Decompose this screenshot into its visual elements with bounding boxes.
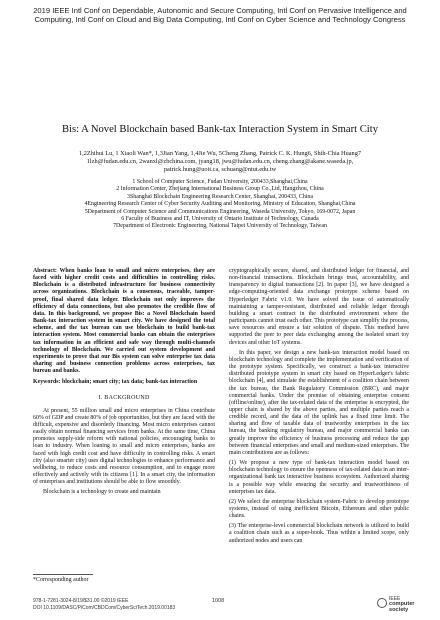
logo-text: IEEE	[389, 596, 401, 602]
contribution-item: (1) We propose a new type of bank-tax interaction model based on blockchain technology to ensure the openness of tax-related data in an inter-organizational bank tax interactive business ecosystem. Authorized sharing is a possible way while ensuring the security and trustworthiness of enterprises tax data.	[229, 460, 409, 495]
doi-line: DOI 10.1109/DASC/PiCom/CBDCom/CyberSciTech.2019.00183	[33, 604, 176, 611]
author-emails: patrick.hung@uoit.ca, schuang@ntut.edu.tw	[163, 166, 277, 173]
affiliation: 1 School of Computer Science, Fudan University, 200433,Shanghai,China	[132, 179, 308, 185]
affiliation: 4Engineering Research Center of Cyber Security Auditing and Monitoring, Ministry of Education, Shanghai,China	[84, 201, 356, 208]
keywords: Keywords: blockchain; smart city; tax data; bank-tax interaction	[33, 379, 198, 386]
page-number: 1008	[212, 598, 225, 604]
affiliation: 7Department of Electronic Engineering, National Taipei University of Technology, Taiwan	[113, 223, 327, 230]
conference-header	[20, 6, 420, 24]
contribution-item: (2) We select the enterprise blockchain system-Fabric to develop prototype systems, instead of using inefficient Bitcoin, Ethereum and other public chains.	[229, 498, 409, 520]
body-paragraph: cryptographically secure, shared, and distributed ledger for financial, and non-financial transactions. Blockchain brings trust, accountability, and transparency to digital transactions [2]. In paper [3], we have designed a edge-computing-oriented data exchange prototype scheme based on Hyperledger Fabric v1.0. We have solved the issue of automatically maintaining a tamper-resistant, distributed and reliable ledger through building a smart contract in the distributed environment where the participants cannot trust each other. This prototype can simplify the process, save resources and ensure a fair solution of dispute. This method have supported the peer to peer data exchanging among the isolated smart toy devices and other IoT systems.	[229, 268, 409, 346]
body-paragraph: In this paper, we design a new bank-tax interaction model based on blockchain technology and complete the implementation and verification of the prototype system. Specifically, we construct a bank-tax interactive distributed prototype system in smart city based on HyperLedger's fabric blockchain [4], and simulate the establishment of a coalition chain between the tax bureau, the Bank Regulatory Commission (BRC), and major commercial banks. Under the premise of obtaining enterprise consent (offline/online), after the tax-related data of the enterprise is encrypted, the upper chain is shared by the above parties, and multiple parties reach a credible record, and the data of the uplink has a fixed time limit. The sharing and flow of taxable data of trustworthy enterprises in the tax bureau, the banking regulatory bureau, and major commercial banks can greatly improve the efficiency of business processing and reduce the gap between financial enterprises and small and medium-sized enterprises. The main contributions are as follows:	[229, 349, 409, 456]
logo-text-line: computer	[389, 601, 415, 607]
author-names: 1,2Zhihui Lu, 1 Xiaoli Wan*, 1,3Jian Yang, 1,4Jie Wu, 5Cheng Zhang, Patrick C. K. Hung6, Shih-Chia Huang7	[79, 150, 361, 157]
blockchain-paragraph: Blockchain is a technology to create and maintain	[43, 489, 161, 496]
logo-mark-icon	[377, 598, 387, 608]
author-block	[40, 150, 400, 174]
paper-title: Bis: A Novel Blockchain based Bank-tax Interaction System in Smart City	[61, 124, 378, 135]
left-column	[33, 268, 215, 500]
logo-text-line: society	[389, 607, 409, 613]
conference-line: 2019 IEEE Intl Conf on Dependable, Autonomic and Secure Computing, Intl Conf on Pervasive Intelligence and	[33, 6, 407, 15]
right-column	[229, 268, 409, 548]
footnote-rule	[33, 574, 93, 575]
background-paragraph: At present, 55 million small and micro enterprises in China contribute 60% of GDP and create 80% of job opportunities, but they are faced with the difficult, expensive and disorderly financing. Most micro enterprises cannot easily obtain normal financing services from banks. At the same time, China promotes supply-side reform with national policies, encouraging banks to loan to industry. When loaning to small and micro enterprises, banks are faced with high credit cost and have difficulty in controlling risks. A smart city (also smarter city) uses digital technologies to enhance performance and wellbeing, to reduce costs and resource consumption, and to engage more effectively and actively with its citizens [1]. In a smart city, the information of enterprises and institutions should be able to flow smoothly.	[33, 407, 215, 486]
contribution-item: (3) The enterprise-level commercial blockchain network is utilized to build a coalition chain such as a super-book. Thus within a limited scope, only authorized nodes and users can	[229, 523, 409, 544]
section-heading: I. BACKGROUND	[98, 394, 150, 401]
affiliation: 5Department of Computer Science and Communications Engineering, Waseda University, Tokyo, 169-0072, Japan	[84, 208, 356, 215]
footer-info	[33, 598, 175, 611]
affiliation: 3Shanghai Blockchain Engineering Research Center, Shanghai, 200433, China	[127, 193, 313, 200]
ieee-computer-society-logo	[377, 596, 421, 616]
affiliations	[30, 179, 410, 231]
logo-text	[389, 601, 415, 613]
corresponding-author-note: *Corresponding author	[33, 577, 89, 583]
isbn-line: 978-1-7281-3024-8/19/$31.00 ©2019 IEEE	[33, 598, 129, 604]
affiliation: 2 Information Center, Zhejiang International Business Group Co.,Ltd, Hangzhou, China	[116, 186, 324, 193]
conference-line: Computing, Intl Conf on Cloud and Big Data Computing, Intl Conf on Cyber Science and Technology Congress	[34, 15, 406, 24]
author-emails: 1lzh@fudan.edu.cn, 2wanxl@zbchina.com, jyang18, jwu@fudan.edu.cn, cheng.zhang@akane.waseda.jp,	[86, 158, 354, 165]
abstract: Abstract: When banks loan to small and micro enterprises, they are faced with higher credit costs and difficulties in controlling risks. Blockchain is a distributed infrastructure for business connectivity across organizations. Blockchain is a consensus, traceable, tamper-proof, final shared data ledger. Blockchain not only improves the efficiency of data connections, but also promotes the credible flow of data. In this background, we propose Bis: a Novel Blockchain based Bank-tax interaction system in smart city. We have designed the total scheme, and the tax bureau can use blockchain to build bank-tax interaction system. Most commercial banks can obtain the enterprises tax information in an efficient and safe way through multi-channels technology of Blockchain. We carried out system development and experiments to prove that our Bis system can solve enterprise tax data sharing and business connection problems across enterprises, tax bureau and banks.	[33, 268, 215, 375]
affiliation: 6 Faculty of Business and IT, University of Ontario Institute of Technology, Canada	[121, 216, 319, 223]
